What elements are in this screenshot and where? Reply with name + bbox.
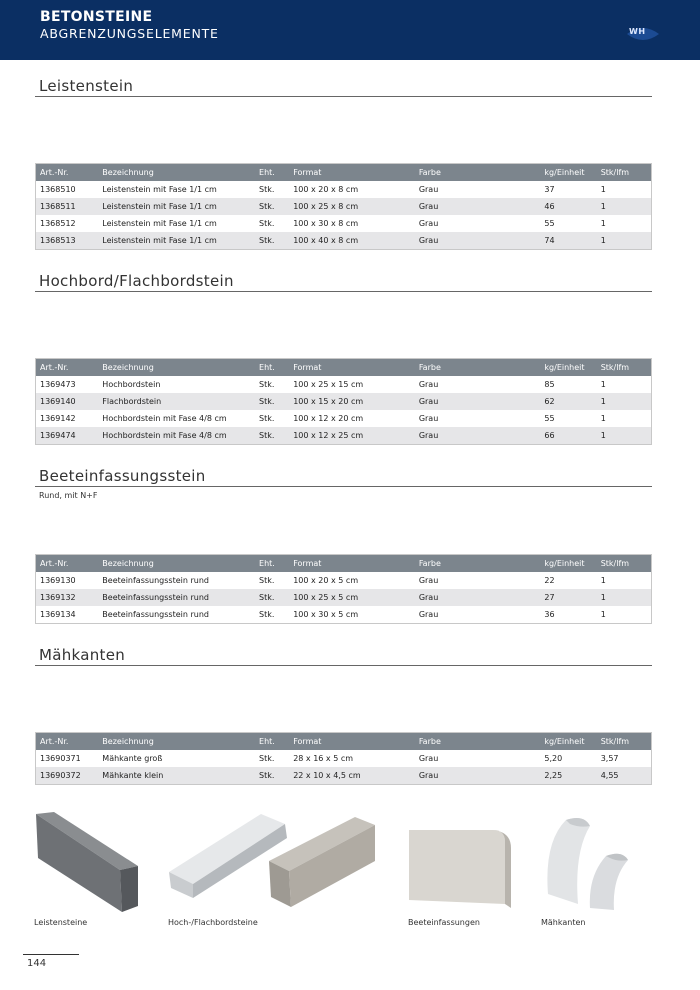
cell-format: 100 x 30 x 5 cm bbox=[293, 610, 359, 619]
column-header-kg-einheit: kg/Einheit bbox=[540, 359, 596, 377]
brand-logo-text: WH bbox=[629, 27, 646, 36]
cell-kg-einheit: 74 bbox=[540, 232, 596, 250]
table-leistenstein bbox=[35, 163, 652, 250]
cell-stk-lfm: 1 bbox=[600, 219, 606, 228]
column-header-farbe: Farbe bbox=[415, 733, 541, 751]
cell-bezeichnung: Beeteinfassungsstein rund bbox=[102, 576, 209, 585]
section-divider bbox=[35, 486, 652, 487]
column-header-bezeichnung: Bezeichnung bbox=[98, 164, 255, 182]
column-header-eht: Eht. bbox=[255, 359, 289, 377]
column-header-stk-lfm: Stk/lfm bbox=[597, 555, 652, 573]
cell-art-nr: 1369474 bbox=[36, 427, 99, 445]
cell-bezeichnung: Beeteinfassungsstein rund bbox=[102, 610, 209, 619]
table-row bbox=[36, 767, 652, 785]
cell-art-nr: 1369130 bbox=[40, 576, 76, 585]
column-header-stk-lfm: Stk/lfm bbox=[597, 733, 652, 751]
cell-kg-einheit: 46 bbox=[540, 198, 596, 215]
cell-stk-lfm: 1 bbox=[597, 393, 652, 410]
column-header-format: Format bbox=[289, 555, 415, 573]
cell-art-nr: 1369140 bbox=[36, 393, 99, 410]
cell-art-nr: 13690371 bbox=[40, 754, 81, 763]
cell-eht: Stk. bbox=[259, 219, 275, 228]
cell-stk-lfm: 1 bbox=[597, 198, 652, 215]
cell-farbe: Grau bbox=[415, 393, 541, 410]
cell-kg-einheit: 66 bbox=[540, 427, 596, 445]
table-row bbox=[36, 589, 652, 606]
cell-kg-einheit: 27 bbox=[540, 589, 596, 606]
cell-format: 100 x 25 x 5 cm bbox=[289, 589, 415, 606]
section-title-leistenstein: Leistenstein bbox=[39, 77, 134, 95]
table-row bbox=[36, 198, 652, 215]
cell-format: 100 x 25 x 8 cm bbox=[289, 198, 415, 215]
cell-art-nr: 1369132 bbox=[36, 589, 99, 606]
cell-format: 100 x 20 x 5 cm bbox=[293, 576, 359, 585]
column-header-kg-einheit: kg/Einheit bbox=[540, 164, 596, 182]
cell-farbe: Grau bbox=[415, 198, 541, 215]
beeteinfassung-photo bbox=[405, 822, 515, 912]
column-header-art-nr: Art.-Nr. bbox=[36, 164, 99, 182]
table-row bbox=[36, 181, 652, 198]
column-header-eht: Eht. bbox=[255, 555, 289, 573]
section-title-maehkanten: Mähkanten bbox=[39, 646, 126, 664]
cell-bezeichnung: Leistenstein mit Fase 1/1 cm bbox=[98, 232, 255, 250]
caption-maehkanten: Mähkanten bbox=[541, 918, 586, 927]
cell-farbe: Grau bbox=[418, 185, 439, 194]
table-row bbox=[36, 376, 652, 393]
table-beeteinfassung bbox=[35, 554, 652, 624]
cell-stk-lfm: 1 bbox=[600, 576, 606, 585]
cell-eht: Stk. bbox=[255, 198, 289, 215]
footer-divider bbox=[23, 954, 79, 955]
table-header-row bbox=[36, 164, 652, 182]
section-subtitle-beeteinfassung: Rund, mit N+F bbox=[39, 491, 98, 500]
cell-bezeichnung: Mähkante klein bbox=[98, 767, 255, 785]
cell-stk-lfm: 1 bbox=[600, 185, 606, 194]
cell-farbe: Grau bbox=[415, 427, 541, 445]
table-row bbox=[36, 606, 652, 624]
cell-kg-einheit: 62 bbox=[540, 393, 596, 410]
column-header-stk-lfm: Stk/lfm bbox=[597, 164, 652, 182]
cell-format: 28 x 16 x 5 cm bbox=[293, 754, 354, 763]
cell-art-nr: 1368513 bbox=[36, 232, 99, 250]
column-header-eht: Eht. bbox=[255, 164, 289, 182]
leistenstein-photo bbox=[30, 810, 140, 915]
cell-art-nr: 1368510 bbox=[40, 185, 76, 194]
cell-bezeichnung: Mähkante groß bbox=[102, 754, 163, 763]
column-header-farbe: Farbe bbox=[415, 359, 541, 377]
cell-farbe: Grau bbox=[418, 414, 439, 423]
column-header-art-nr: Art.-Nr. bbox=[36, 359, 99, 377]
cell-bezeichnung: Hochbordstein bbox=[102, 380, 161, 389]
section-title-hochbord: Hochbord/Flachbordstein bbox=[39, 272, 234, 290]
cell-bezeichnung: Leistenstein mit Fase 1/1 cm bbox=[98, 198, 255, 215]
section-divider bbox=[35, 665, 652, 666]
cell-format: 100 x 30 x 8 cm bbox=[293, 219, 359, 228]
cell-eht: Stk. bbox=[255, 767, 289, 785]
cell-stk-lfm: 1 bbox=[597, 232, 652, 250]
cell-farbe: Grau bbox=[415, 589, 541, 606]
cell-eht: Stk. bbox=[259, 754, 275, 763]
cell-format: 100 x 40 x 8 cm bbox=[289, 232, 415, 250]
cell-bezeichnung: Beeteinfassungsstein rund bbox=[98, 589, 255, 606]
cell-kg-einheit: 5,20 bbox=[544, 754, 563, 763]
column-header-bezeichnung: Bezeichnung bbox=[98, 359, 255, 377]
cell-stk-lfm: 1 bbox=[600, 380, 606, 389]
cell-kg-einheit: 85 bbox=[544, 380, 555, 389]
cell-stk-lfm: 1 bbox=[597, 427, 652, 445]
cell-kg-einheit: 22 bbox=[544, 576, 555, 585]
cell-farbe: Grau bbox=[418, 610, 439, 619]
cell-bezeichnung: Leistenstein mit Fase 1/1 cm bbox=[102, 185, 217, 194]
cell-kg-einheit: 55 bbox=[544, 219, 555, 228]
section-divider bbox=[35, 291, 652, 292]
cell-kg-einheit: 2,25 bbox=[540, 767, 596, 785]
cell-format: 100 x 25 x 15 cm bbox=[293, 380, 364, 389]
column-header-format: Format bbox=[289, 164, 415, 182]
maehkante-photo bbox=[540, 812, 635, 912]
column-header-bezeichnung: Bezeichnung bbox=[98, 555, 255, 573]
caption-hochbord: Hoch-/Flachbordsteine bbox=[168, 918, 258, 927]
cell-eht: Stk. bbox=[259, 380, 275, 389]
table-header-row bbox=[36, 555, 652, 573]
cell-format: 22 x 10 x 4,5 cm bbox=[289, 767, 415, 785]
cell-kg-einheit: 36 bbox=[544, 610, 555, 619]
table-row bbox=[36, 215, 652, 232]
cell-eht: Stk. bbox=[255, 393, 289, 410]
column-header-art-nr: Art.-Nr. bbox=[36, 733, 99, 751]
cell-art-nr: 1369134 bbox=[40, 610, 76, 619]
cell-bezeichnung: Hochbordstein mit Fase 4/8 cm bbox=[98, 427, 255, 445]
column-header-format: Format bbox=[289, 359, 415, 377]
cell-kg-einheit: 55 bbox=[544, 414, 555, 423]
brand-logo bbox=[625, 24, 661, 44]
column-header-stk-lfm: Stk/lfm bbox=[597, 359, 652, 377]
cell-eht: Stk. bbox=[255, 427, 289, 445]
table-maehkanten bbox=[35, 732, 652, 785]
section-title-beeteinfassung: Beeteinfassungsstein bbox=[39, 467, 206, 485]
caption-beeteinfassungen: Beeteinfassungen bbox=[408, 918, 480, 927]
table-header-row bbox=[36, 733, 652, 751]
column-header-bezeichnung: Bezeichnung bbox=[98, 733, 255, 751]
cell-farbe: Grau bbox=[415, 232, 541, 250]
cell-eht: Stk. bbox=[259, 610, 275, 619]
page-header bbox=[0, 0, 700, 60]
cell-eht: Stk. bbox=[259, 185, 275, 194]
column-header-farbe: Farbe bbox=[415, 555, 541, 573]
cell-bezeichnung: Hochbordstein mit Fase 4/8 cm bbox=[102, 414, 227, 423]
cell-farbe: Grau bbox=[418, 754, 439, 763]
section-divider bbox=[35, 96, 652, 97]
cell-stk-lfm: 1 bbox=[600, 414, 606, 423]
cell-format: 100 x 12 x 20 cm bbox=[293, 414, 364, 423]
cell-art-nr: 1369473 bbox=[40, 380, 76, 389]
column-header-format: Format bbox=[289, 733, 415, 751]
cell-eht: Stk. bbox=[259, 576, 275, 585]
column-header-farbe: Farbe bbox=[415, 164, 541, 182]
cell-eht: Stk. bbox=[259, 414, 275, 423]
cell-format: 100 x 15 x 20 cm bbox=[289, 393, 415, 410]
cell-stk-lfm: 1 bbox=[600, 610, 606, 619]
cell-eht: Stk. bbox=[255, 589, 289, 606]
table-row bbox=[36, 232, 652, 250]
cell-art-nr: 13690372 bbox=[36, 767, 99, 785]
caption-leistensteine: Leistensteine bbox=[34, 918, 88, 927]
column-header-art-nr: Art.-Nr. bbox=[36, 555, 99, 573]
table-row bbox=[36, 427, 652, 445]
cell-farbe: Grau bbox=[418, 219, 439, 228]
cell-stk-lfm: 3,57 bbox=[600, 754, 619, 763]
cell-stk-lfm: 4,55 bbox=[597, 767, 652, 785]
column-header-kg-einheit: kg/Einheit bbox=[540, 555, 596, 573]
flachbordstein-photo bbox=[265, 815, 380, 910]
cell-bezeichnung: Leistenstein mit Fase 1/1 cm bbox=[102, 219, 217, 228]
cell-farbe: Grau bbox=[415, 767, 541, 785]
cell-stk-lfm: 1 bbox=[597, 589, 652, 606]
cell-art-nr: 1369142 bbox=[40, 414, 76, 423]
table-row bbox=[36, 410, 652, 427]
cell-bezeichnung: Flachbordstein bbox=[98, 393, 255, 410]
cell-format: 100 x 12 x 25 cm bbox=[289, 427, 415, 445]
table-hochbord bbox=[35, 358, 652, 445]
cell-format: 100 x 20 x 8 cm bbox=[293, 185, 359, 194]
cell-farbe: Grau bbox=[418, 380, 439, 389]
cell-kg-einheit: 37 bbox=[544, 185, 555, 194]
cell-art-nr: 1368512 bbox=[40, 219, 76, 228]
cell-farbe: Grau bbox=[418, 576, 439, 585]
table-row bbox=[36, 393, 652, 410]
table-row bbox=[36, 572, 652, 589]
table-header-row bbox=[36, 359, 652, 377]
header-title: BETONSTEINE bbox=[40, 9, 153, 25]
cell-art-nr: 1368511 bbox=[36, 198, 99, 215]
header-subtitle: ABGRENZUNGSELEMENTE bbox=[40, 26, 219, 41]
column-header-eht: Eht. bbox=[255, 733, 289, 751]
column-header-kg-einheit: kg/Einheit bbox=[540, 733, 596, 751]
page-number: 144 bbox=[27, 958, 47, 969]
table-row bbox=[36, 750, 652, 767]
cell-eht: Stk. bbox=[255, 232, 289, 250]
